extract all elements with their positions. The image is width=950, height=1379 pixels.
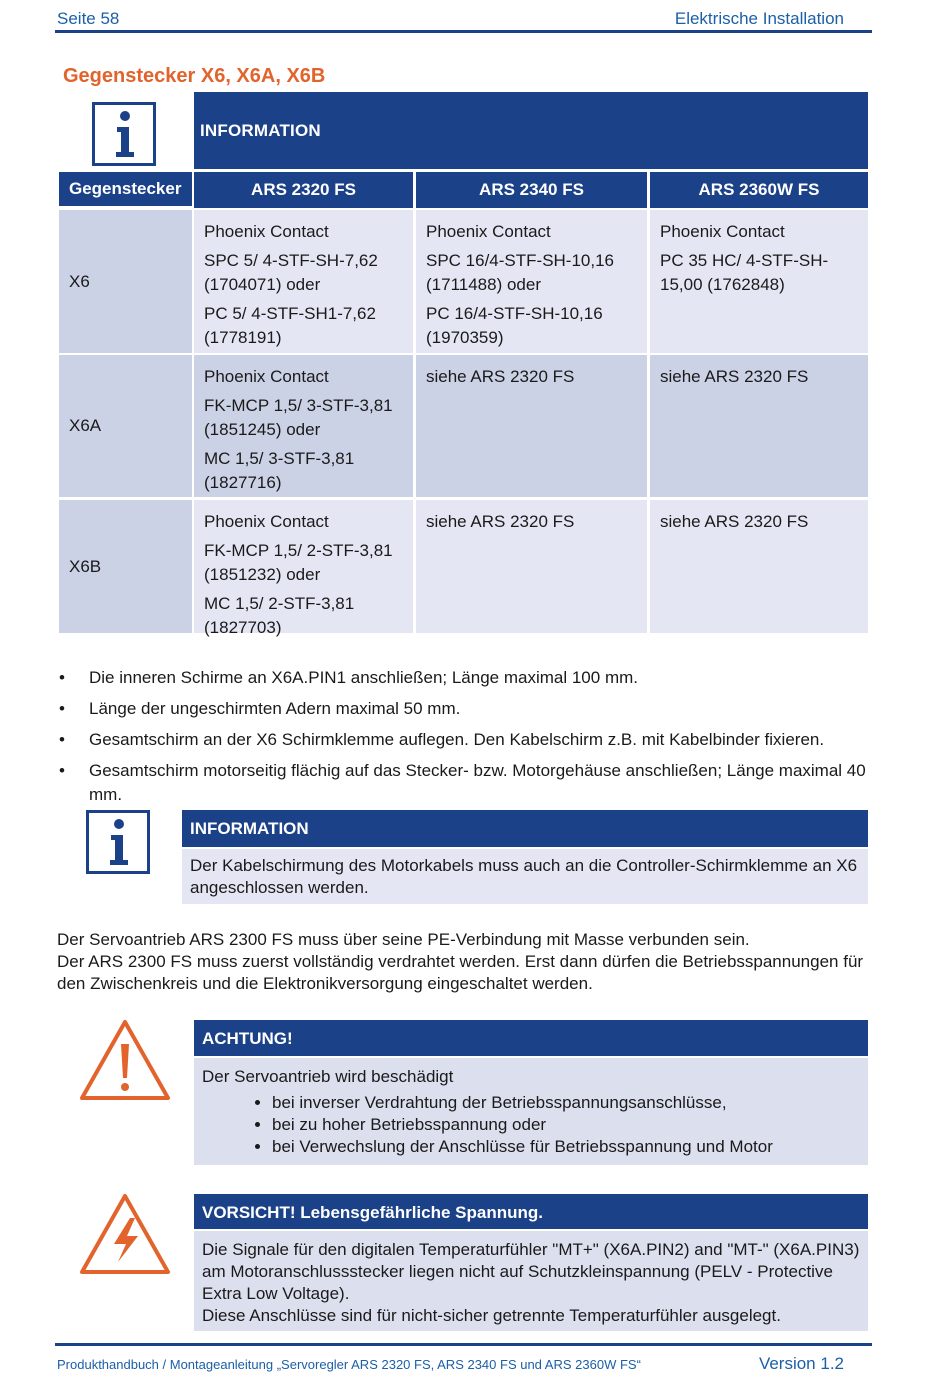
body-paragraph <box>57 929 872 995</box>
cell-line: siehe ARS 2320 FS <box>426 367 575 386</box>
cell-line: PC 16/4-STF-SH-10,16 (1970359) <box>426 304 603 347</box>
cell-line: PC 35 HC/ 4-STF-SH-15,00 (1762848) <box>660 251 829 294</box>
column-header-ars2340: ARS 2340 FS <box>416 172 647 208</box>
cell-line: Phoenix Contact <box>204 222 329 241</box>
warning-triangle-icon <box>78 1018 172 1107</box>
table-cell <box>650 210 868 353</box>
list-item: • Gesamtschirm an der X6 Schirmklemme auflegen. Den Kabelschirm z.B. mit Kabelbinder fixieren. <box>57 728 867 752</box>
cell-line: Phoenix Contact <box>426 222 551 241</box>
cell-line: siehe ARS 2320 FS <box>660 512 809 531</box>
list-item: • Länge der ungeschirmten Adern maximal 50 mm. <box>57 697 867 721</box>
list-item: • Gesamtschirm motorseitig flächig auf das Stecker- bzw. Motorgehäuse anschließen; Länge maximal 40 mm. <box>57 759 867 807</box>
page-number: Seite 58 <box>57 9 120 28</box>
cell-line: MC 1,5/ 3-STF-3,81 (1827716) <box>204 449 355 492</box>
cell-line: FK-MCP 1,5/ 2-STF-3,81 (1851232) oder <box>204 541 393 584</box>
cell-line: SPC 5/ 4-STF-SH-7,62 (1704071) oder <box>204 251 378 294</box>
caution-intro: Der Servoantrieb wird beschädigt <box>202 1067 454 1086</box>
paragraph-line: Der Servoantrieb ARS 2300 FS muss über seine PE-Verbindung mit Masse verbunden sein. <box>57 930 750 949</box>
row-label-x6a: X6A <box>59 355 192 497</box>
cell-line: Phoenix Contact <box>660 222 785 241</box>
danger-text: Die Signale für den digitalen Temperaturfühler "MT+" (X6A.PIN2) and "MT-" (X6A.PIN3) am Motoranschlussstecker liegen nicht auf Schutzkleinspannung (PELV - Protective Extra Low Voltage). <box>202 1240 860 1303</box>
table-cell <box>194 500 413 637</box>
table-info-label: INFORMATION <box>200 121 321 140</box>
footer-rule <box>55 1343 872 1346</box>
table-cell <box>650 355 868 497</box>
cell-line: Phoenix Contact <box>204 512 329 531</box>
caution-body <box>194 1058 868 1165</box>
high-voltage-icon <box>78 1192 172 1281</box>
row-label-x6b: X6B <box>59 500 192 633</box>
section-heading: Gegenstecker X6, X6A, X6B <box>63 65 326 87</box>
cell-line: FK-MCP 1,5/ 3-STF-3,81 (1851245) oder <box>204 396 393 439</box>
table-cell <box>194 210 413 353</box>
table-cell <box>650 500 868 633</box>
list-item: • bei Verwechslung der Anschlüsse für Betriebsspannung und Motor <box>272 1136 860 1158</box>
column-header-ars2320: ARS 2320 FS <box>194 172 413 208</box>
info-box-text: Der Kabelschirmung des Motorkabels muss auch an die Controller-Schirmklemme an X6 angeschlossen werden. <box>182 849 868 904</box>
danger-body <box>194 1231 868 1331</box>
column-header-ars2360w: ARS 2360W FS <box>650 172 868 208</box>
cell-line: Phoenix Contact <box>204 367 329 386</box>
column-header-gegenstecker: Gegenstecker <box>59 172 192 206</box>
cell-line: SPC 16/4-STF-SH-10,16 (1711488) oder <box>426 251 615 294</box>
cell-line: siehe ARS 2320 FS <box>660 367 809 386</box>
cell-line: MC 1,5/ 2-STF-3,81 (1827703) <box>204 594 355 637</box>
table-cell <box>194 355 413 497</box>
caution-title: ACHTUNG! <box>194 1020 868 1056</box>
footer-document-title: Produkthandbuch / Montageanleitung „Servoregler ARS 2320 FS, ARS 2340 FS und ARS 2360W FS“ <box>57 1357 641 1372</box>
table-cell <box>416 355 647 497</box>
danger-text: Diese Anschlüsse sind für nicht-sicher getrennte Temperaturfühler ausgelegt. <box>202 1306 781 1325</box>
header-rule <box>55 30 872 33</box>
danger-title: VORSICHT! Lebensgefährliche Spannung. <box>194 1194 868 1229</box>
bullet-list <box>57 666 867 814</box>
list-item: • bei inverser Verdrahtung der Betriebsspannungsanschlüsse, <box>272 1092 860 1114</box>
info-icon <box>86 810 150 874</box>
paragraph-line: Der ARS 2300 FS muss zuerst vollständig verdrahtet werden. Erst dann dürfen die Betriebsspannungen für den Zwischenkreis und die Elektronikversorgung eingeschaltet werden. <box>57 952 864 993</box>
table-cell <box>416 210 647 353</box>
list-item: • bei zu hoher Betriebsspannung oder <box>272 1114 860 1136</box>
cell-line: PC 5/ 4-STF-SH1-7,62 (1778191) <box>204 304 376 347</box>
info-box-title: INFORMATION <box>182 810 868 847</box>
chapter-title: Elektrische Installation <box>674 9 844 28</box>
row-label-x6: X6 <box>59 210 192 353</box>
cell-line: siehe ARS 2320 FS <box>426 512 575 531</box>
table-cell <box>416 500 647 633</box>
list-item: • Die inneren Schirme an X6A.PIN1 anschließen; Länge maximal 100 mm. <box>57 666 867 690</box>
info-icon <box>92 102 156 166</box>
footer-version: Version 1.2 <box>758 1354 844 1373</box>
caution-list <box>202 1092 860 1158</box>
